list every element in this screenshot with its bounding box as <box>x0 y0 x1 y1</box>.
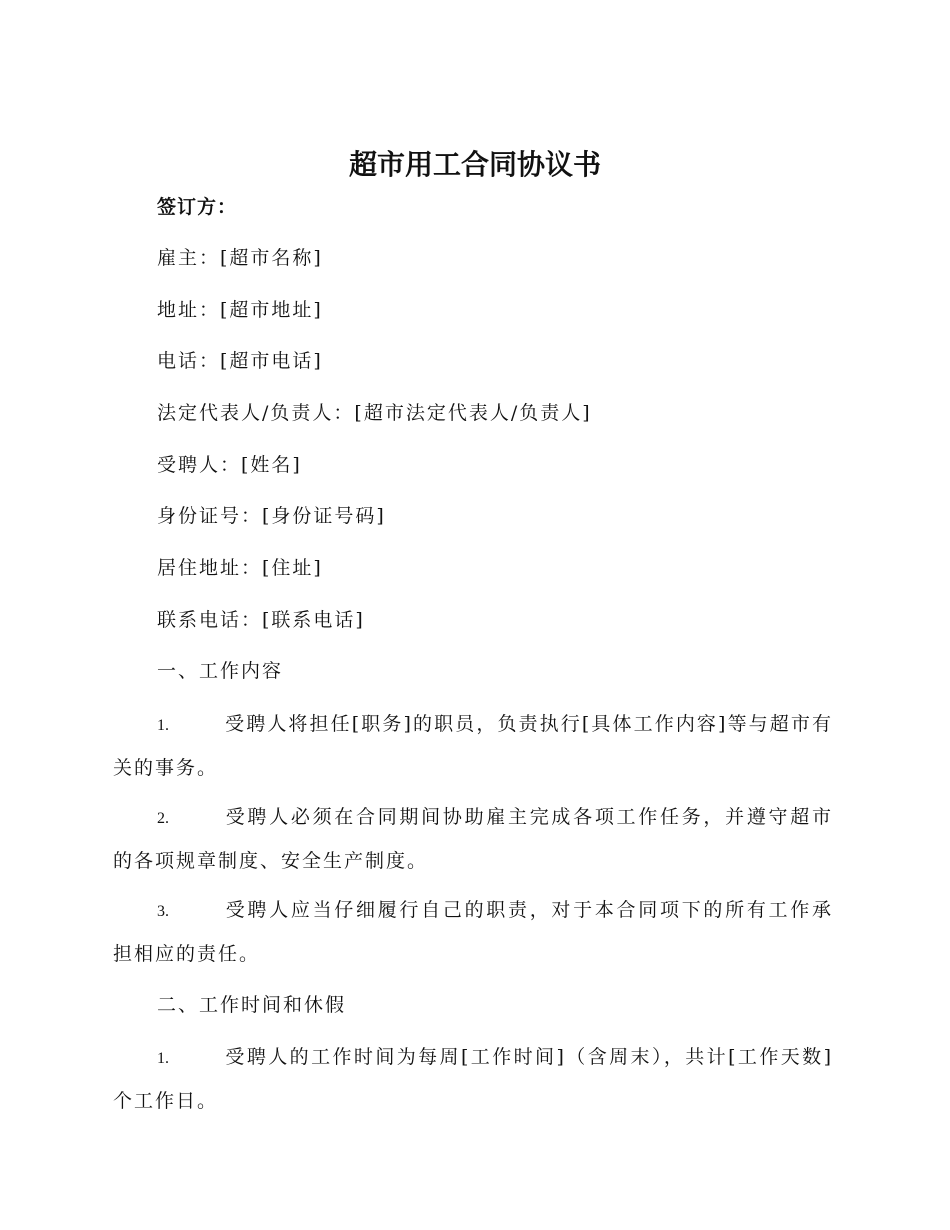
field-employee-name: 受聘人：[姓名] <box>157 454 302 476</box>
field-phone: 电话：[超市电话] <box>157 350 323 372</box>
field-residence-address: 居住地址：[住址] <box>157 557 323 579</box>
list-item <box>113 703 833 789</box>
list-item <box>113 889 833 975</box>
field-id-number: 身份证号：[身份证号码] <box>157 505 386 527</box>
list-item-number: 1. <box>157 1050 169 1067</box>
list-item-text: 受聘人应当仔细履行自己的职责，对于本合同项下的所有工作承担相应的责任。 <box>113 899 833 965</box>
document-title: 超市用工合同协议书 <box>348 148 601 181</box>
field-employer: 雇主：[超市名称] <box>157 247 323 269</box>
section-heading-work-time: 二、工作时间和休假 <box>157 994 347 1016</box>
list-item-number: 3. <box>157 903 169 920</box>
list-item-text: 受聘人必须在合同期间协助雇主完成各项工作任务，并遵守超市的各项规章制度、安全生产制度。 <box>113 806 833 872</box>
section-heading-work-content: 一、工作内容 <box>157 660 284 682</box>
field-address: 地址：[超市地址] <box>157 299 323 321</box>
parties-label: 签订方： <box>157 196 238 218</box>
list-item-number: 1. <box>157 717 169 734</box>
field-legal-representative: 法定代表人/负责人：[超市法定代表人/负责人] <box>157 402 592 424</box>
list-item-number: 2. <box>157 810 169 827</box>
list-item-text: 受聘人将担任[职务]的职员，负责执行[具体工作内容]等与超市有关的事务。 <box>113 713 833 779</box>
list-item-text: 受聘人的工作时间为每周[工作时间]（含周末），共计[工作天数]个工作日。 <box>113 1046 833 1112</box>
field-contact-phone: 联系电话：[联系电话] <box>157 609 365 631</box>
list-item <box>113 796 833 882</box>
list-item <box>113 1036 833 1122</box>
